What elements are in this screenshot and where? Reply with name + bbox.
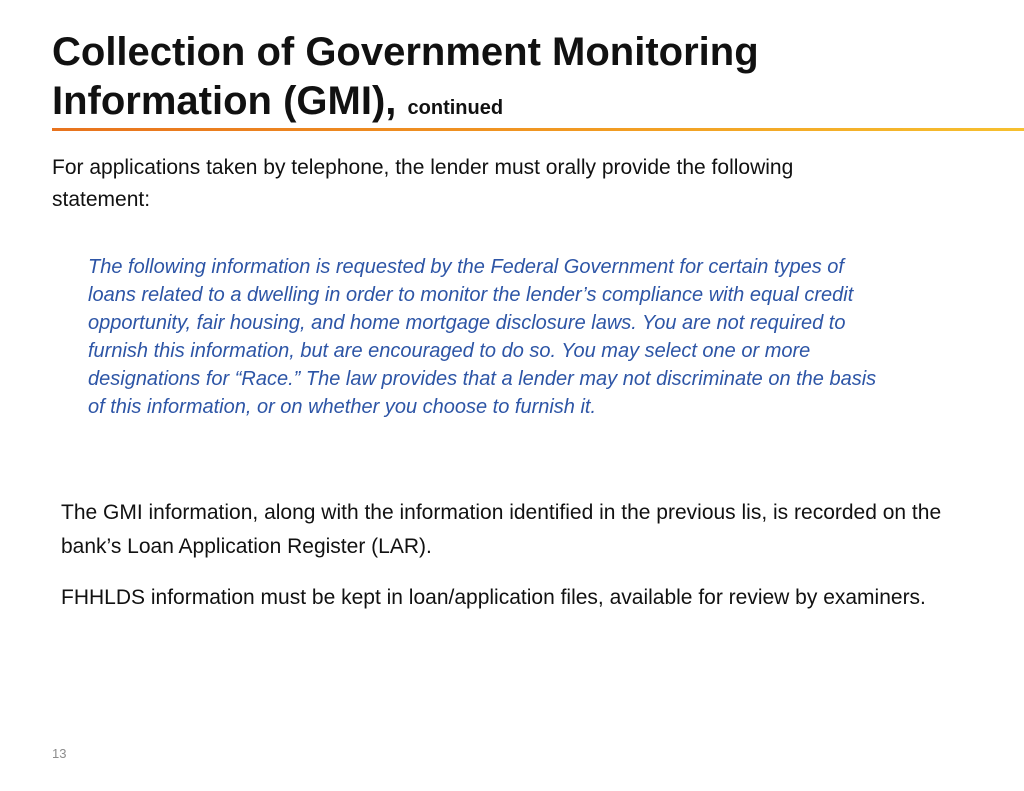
intro-text: For applications taken by telephone, the lender must orally provide the following statement:: [52, 156, 794, 211]
title-divider: [52, 128, 1024, 131]
fhhlds-paragraph: FHHLDS information must be kept in loan/application files, available for review by examiners.: [61, 586, 926, 609]
gmi-lar-paragraph: The GMI information, along with the information identified in the previous lis, is recorded on the bank’s Loan Application Register (LAR).: [61, 501, 942, 558]
slide-title: [52, 28, 952, 133]
oral-statement-quote: The following information is requested by the Federal Government for certain types of loans related to a dwelling in order to monitor the lender’s compliance with equal credit opportunity, fair housing, and home mortgage disclosure laws. You are not required to furnish this information, but are encouraged to do so. You may select one or more designations for “Race.” The law provides that a lender may not discriminate on the basis of this information, or on whether you choose to furnish it.: [88, 256, 877, 418]
slide-title-suffix: continued: [407, 97, 504, 119]
page-number: 13: [52, 746, 67, 761]
slide-title-main: Collection of Government Monitoring Information (GMI),: [52, 30, 759, 123]
